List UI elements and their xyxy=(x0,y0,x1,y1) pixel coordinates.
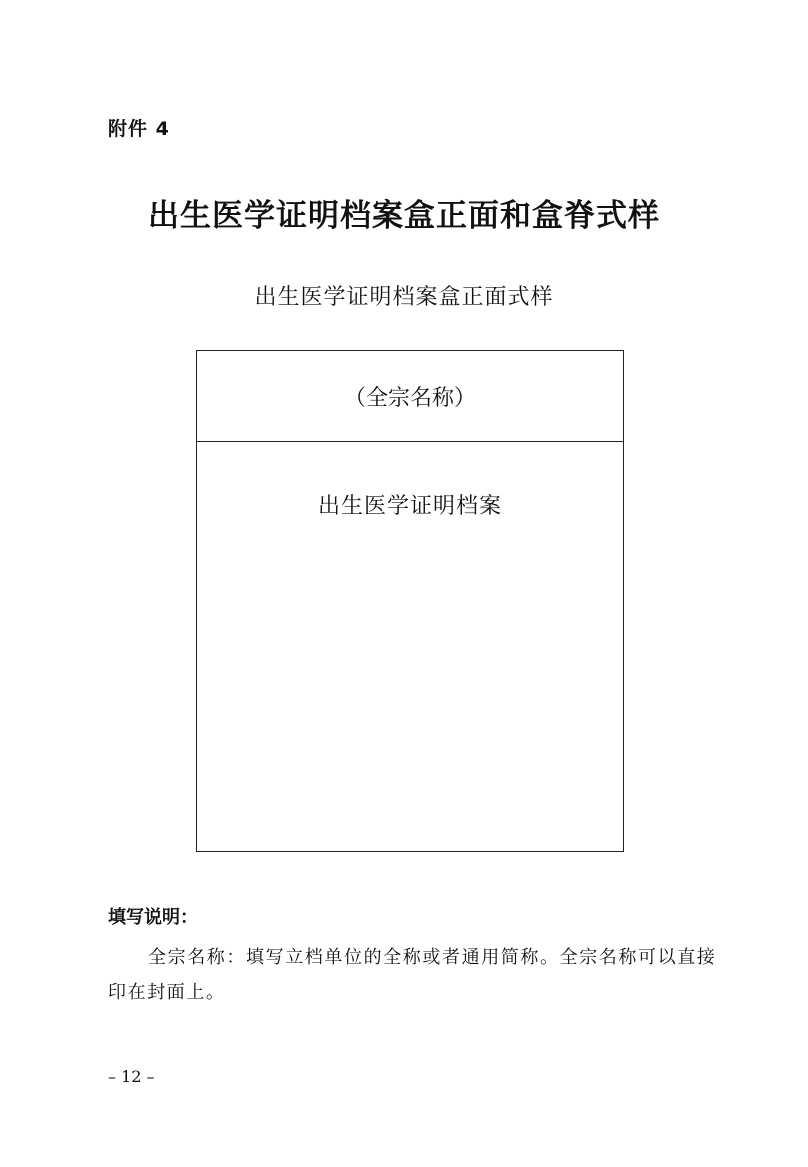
attachment-label: 附件 4 xyxy=(108,118,170,140)
box-title: 出生医学证明档案 xyxy=(317,494,502,519)
notes-body: 全宗名称：填写立档单位的全称或者通用简称。全宗名称可以直接印在封面上。 xyxy=(108,947,717,1003)
page-number: – 12 – xyxy=(108,1067,155,1086)
notes-heading: 填写说明： xyxy=(108,907,198,928)
archive-box-front-sample xyxy=(196,350,624,852)
document-title: 出生医学证明档案盒正面和盒脊式样 xyxy=(148,198,660,234)
section-subtitle: 出生医学证明档案盒正面式样 xyxy=(254,285,554,310)
box-header-fonds-name: （全宗名称） xyxy=(197,351,623,442)
